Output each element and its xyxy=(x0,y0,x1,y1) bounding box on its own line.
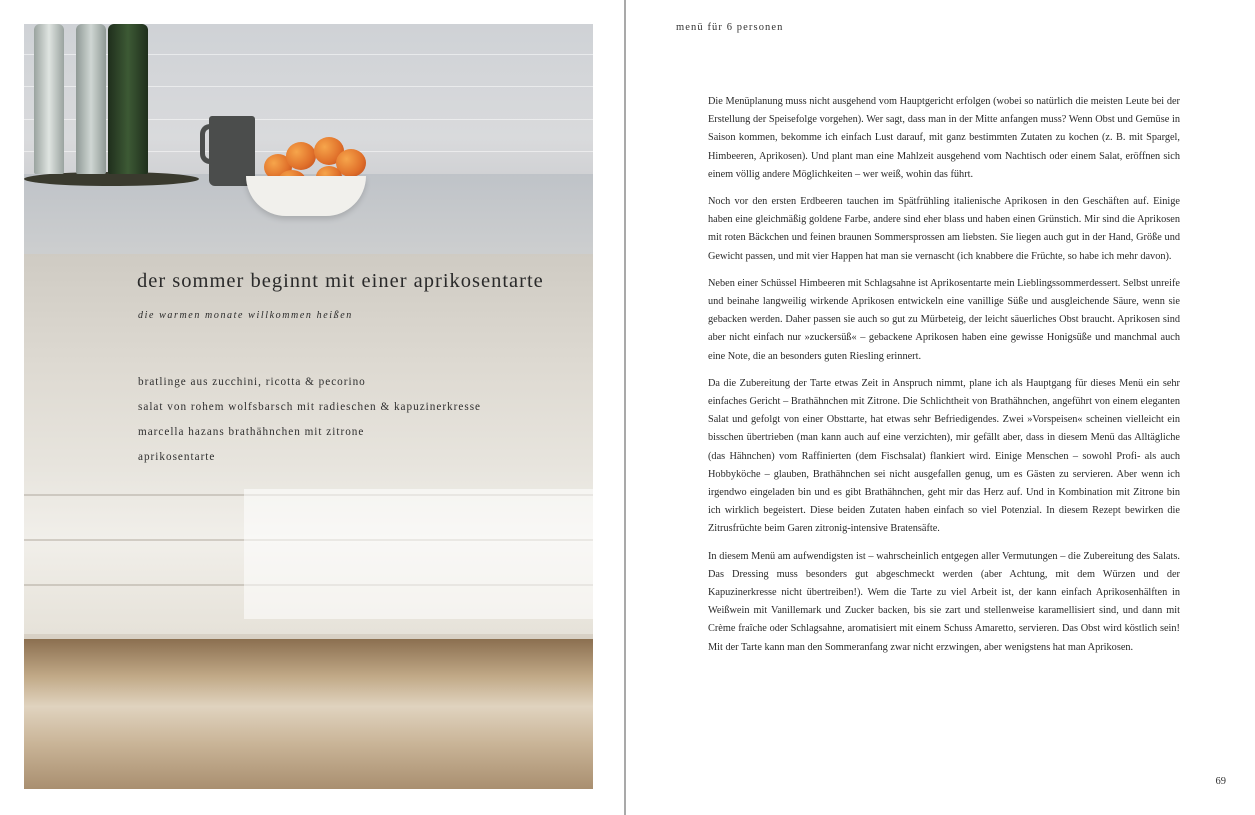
menu-item: marcella hazans brathähnchen mit zitrone xyxy=(138,426,365,438)
paragraph: Noch vor den ersten Erdbeeren tauchen im Spätfrühling italienische Aprikosen in den Geschäften auf. Einige haben eine gleichmäßig goldene Farbe, andere sind eher blass und haben einen Grünstich. Mir sind die Aprikosen mit roten Bäckchen und feinen braunen Sommersprossen am liebsten. Sie liegen auch gut in der Hand, Größe und Gewicht passen, und mit vier Happen hat man sie vernascht (ich knabbere die Früchte, so habe ich mehr davon). xyxy=(708,196,1180,262)
bottle xyxy=(34,24,64,174)
floor xyxy=(24,639,593,789)
apricot xyxy=(286,142,316,170)
light-patch xyxy=(244,489,593,619)
right-page xyxy=(626,0,1255,815)
paragraph: Neben einer Schüssel Himbeeren mit Schlagsahne ist Aprikosentarte mein Lieblingssommerdessert. Selbst unreife und beinahe langweilig wirkende Aprikosen entwickeln eine vanillige Süße und ausgleichende Säure, wenn sie gebacken werden. Daher passen sie auch so gut zu Mürbeteig, der leicht säuerliches Obst braucht. Aprikosen sind aber nicht einfach nur »zuckersüß« – gebackene Aprikosen haben eine gewisse Honigsüße und manchmal auch eine Note, die an besonders guten Riesling erinnert. xyxy=(708,277,1180,362)
bottle xyxy=(108,24,148,174)
paragraph: In diesem Menü am aufwendigsten ist – wahrscheinlich entgegen aller Vermutungen – die Zubereitung des Salats. Das Dressing muss besonders gut abgeschmeckt werden (aber Achtung, mit dem Würzen und der Kapuzinerkresse nicht übertreiben!). Wem die Tarte zu viel Arbeit ist, der kann einfach Aprikosenhälften in Weißwein mit Vanillemark und Zucker backen, bis sie zart und stellenweise karamellisiert sind, und dann mit Crème fraîche oder Schlagsahne, aromatisiert mit einem Schuss Amaretto, servieren. Das Obst wird köstlich sein! Mit der Tarte kann man den Sommeranfang zwar nicht erzwingen, aber wenigstens hat man Aprikosen. xyxy=(708,550,1180,653)
paragraph: Die Menüplanung muss nicht ausgehend vom Hauptgericht erfolgen (wobei so natürlich die meisten Leute bei der Erstellung der Speisefolge vorgehen). Wer sagt, dass man in der Mitte anfangen muss? Wenn Obst und Gemüse in Saison kommen, bekomme ich einfach Lust darauf, mit ganz bestimmten Zutaten zu kochen (z. B. mit Spargel, Himbeeren, Aprikosen). Und plant man eine Mahlzeit ausgehend vom Nachtisch oder einem Salat, eröffnen sich einem völlig andere Möglichkeiten – wer weiß, wohin das führt. xyxy=(708,96,1180,180)
menu-item: aprikosentarte xyxy=(138,451,216,463)
menu-item: salat von rohem wolfsbarsch mit radieschen & kapuzinerkresse xyxy=(138,401,482,413)
left-page xyxy=(0,0,624,815)
bottle xyxy=(76,24,106,174)
paragraph: Da die Zubereitung der Tarte etwas Zeit in Anspruch nimmt, plane ich als Hauptgang für dieses Menü ein sehr einfaches Gericht – Brathähnchen mit Zitrone. Die Schlichtheit von Brathähnchen, angeführt von einem eleganten Salat und gefolgt von einer Obsttarte, hat etwas sehr Befriedigendes. Zwei »Vorspeisen« scheinen vielleicht ein bisschen übertrieben (man kann auch auf eine verzichten), mir gefällt aber, dass in diesem Menü das Alltägliche (das Hähnchen) vom Raffinierten (dem Fischsalat) flankiert wird. Einige Menschen – sowohl Profi- als auch Hobbyköche – glauben, Brathähnchen sei nicht ausgefallen genug, um es Gästen zu servieren. Aber wenn ich irgendwo eingeladen bin und es gibt Brathähnchen, geht mir das Herz auf. Und in Kombination mit Zitrone bin ich wirklich begeistert. Diese beiden Zutaten haben einfach so viel Potenzial. In diesem Rezept bewirken die Zitrusfrüchte beim Garen zitronig-intensive Bratensäfte. xyxy=(708,377,1180,535)
chapter-title: der sommer beginnt mit einer aprikosentarte xyxy=(137,270,544,292)
running-header: menü für 6 personen xyxy=(676,22,784,33)
tray xyxy=(24,172,199,186)
chapter-subtitle: die warmen monate willkommen heißen xyxy=(138,310,353,321)
menu-item: bratlinge aus zucchini, ricotta & pecorino xyxy=(138,376,366,388)
page-number: 69 xyxy=(1215,776,1226,787)
body-text xyxy=(708,93,1180,666)
menu-list xyxy=(138,374,481,474)
cover-photo xyxy=(24,24,593,789)
